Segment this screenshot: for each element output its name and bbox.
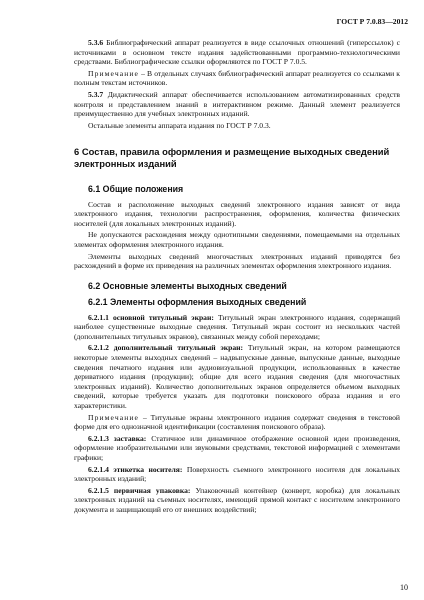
subsection-heading-6-2: 6.2 Основные элементы выходных сведений [88, 280, 287, 291]
paragraph-other-elements: Остальные элементы аппарата издания по ГОСТ Р 7.0.3. [88, 120, 271, 130]
paragraph-6-2-1-1: 6.2.1.1 основной титульный экран: Титульный экран электронного издания, содержащий наиболее существенные выходные сведения. Титульный экран состоит из нескольких частей (дополнительных титульных экранов), связанных между собой переходами; [74, 312, 401, 341]
paragraph-5-3-6: 5.3.6 Библиографический аппарат реализуется в виде ссылочных отношений (гиперссылок) с источниками в основном тексте издания задействованными программно-технологическими средствами. Библиографические ссылки оформляются по ГОСТ Р 7.0.5. [74, 38, 400, 67]
clause-number: 5.3.7 [88, 89, 104, 99]
paragraph-6-2-1-5: 6.2.1.5 первичная упаковка: Упаковочный контейнер (конверт, коробка) для локальных электронных изданий на съемных носителях, имеющий прямой контакт с носителем электронного документа и защищающий его от внешних воздействий; [74, 485, 400, 514]
paragraph-6-2-1-3: 6.2.1.3 заставка: Статичное или динамичное отображение основной идеи произведения, оформление изобразительными или звуковыми средствами, текстовой информацией с элементами графики; [74, 433, 400, 462]
note-label: Примечание [88, 68, 140, 78]
paragraph-5-3-7: 5.3.7 Дидактический аппарат обеспечивается использованием автоматизированных средств контроля и представлением знаний в интерактивном режиме. Данный элемент реализуется преимущественно для учебных электронных изданий. [74, 89, 400, 119]
paragraph-6-2-1-4: 6.2.1.4 этикетка носителя: Поверхность съемного электронного носителя для локальных электронных изданий; [74, 464, 400, 484]
paragraph-6-1-c: Элементы выходных сведений многочастных электронных изданий приводятся без расхождений в форме их приведения на различных элементах оформления электронного издания. [74, 251, 400, 271]
section-heading-6: 6 Состав, правила оформления и размещение выходных сведений электронных изданий [74, 146, 390, 169]
subsection-heading-6-1: 6.1 Общие положения [88, 183, 184, 194]
paragraph-6-2-1-2: 6.2.1.2 дополнительный титульный экран: Титульный экран, на котором размещаются некоторые элементы выходных сведений – надвыпускные данные, выпускные данные, выходные сведения печатного издания или аудиовизуальной продукции, использованных в качестве дериватного издания (продукции); общие для всего издания сведения (для многочастных электронных изданий). Количество дополнительных экранов определяется объемом выходных сведений, которые требуется указать для подготовки поискового образа издания и его характеристики. [74, 343, 400, 411]
defined-term: первичная упаковка: [108, 485, 191, 495]
page-number: 10 [400, 583, 408, 592]
note-paragraph: Примечание – Титульные экраны электронного издания содержат сведения в текстовой форме для его однозначной идентификации (составления поискового образа). [74, 412, 400, 432]
defined-term: заставка: [108, 433, 147, 443]
note-paragraph: Примечание – В отдельных случаях библиографический аппарат реализуется со ссылками к полным текстам источников. [74, 68, 400, 88]
clause-number: 5.3.6 [88, 38, 104, 47]
standard-header: ГОСТ Р 7.0.83—2012 [336, 17, 408, 26]
subsection-heading-6-2-1: 6.2.1 Элементы оформления выходных сведений [88, 296, 307, 307]
document-body [74, 38, 400, 517]
paragraph-6-1-b: Не допускаются расхождения между однотипными сведениями, помещаемыми на отдельных элементах оформления электронного издания. [74, 230, 400, 249]
defined-term: дополнительный титульный экран: [108, 343, 244, 353]
paragraph-6-1-a: Состав и расположение выходных сведений электронного издания зависят от вида электронного издания, технологии распространения, оформления, количества физических носителей (для локальных электронных изданий). [74, 199, 400, 228]
defined-term: этикетка носителя: [108, 464, 183, 474]
defined-term: основной титульный экран: [108, 312, 214, 322]
note-label: Примечание [88, 412, 140, 422]
